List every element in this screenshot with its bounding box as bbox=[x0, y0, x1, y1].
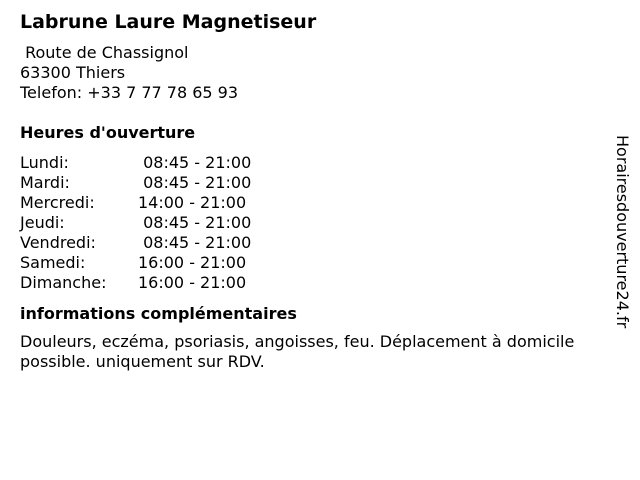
opening-hours-table bbox=[20, 153, 620, 293]
time-range: 16:00 - 21:00 bbox=[138, 273, 247, 292]
day-label: Lundi: bbox=[20, 153, 69, 172]
day-label: Samedi: bbox=[20, 253, 86, 272]
time-range: 14:00 - 21:00 bbox=[138, 193, 247, 212]
city-line: 63300 Thiers bbox=[20, 63, 126, 82]
business-card bbox=[20, 10, 620, 372]
additional-info-text: Douleurs, eczéma, psoriasis, angoisses, feu. Déplacement à domicile possible. uniquement sur RDV. bbox=[20, 332, 575, 371]
hours-row-sunday bbox=[20, 273, 620, 293]
additional-info-heading: informations complémentaires bbox=[20, 304, 297, 323]
street-address: Route de Chassignol bbox=[20, 43, 189, 62]
hours-row-saturday bbox=[20, 253, 620, 273]
day-label: Jeudi: bbox=[20, 213, 65, 232]
day-label: Mercredi: bbox=[20, 193, 95, 212]
hours-row-tuesday bbox=[20, 173, 620, 193]
hours-row-monday bbox=[20, 153, 620, 173]
phone-line: Telefon: +33 7 77 78 65 93 bbox=[20, 83, 239, 102]
address-block bbox=[20, 43, 620, 103]
hours-row-wednesday bbox=[20, 193, 620, 213]
time-range: 08:45 - 21:00 bbox=[138, 213, 252, 232]
business-name: Labrune Laure Magnetiseur bbox=[20, 11, 317, 33]
time-range: 16:00 - 21:00 bbox=[138, 253, 247, 272]
time-range: 08:45 - 21:00 bbox=[138, 173, 252, 192]
opening-hours-heading: Heures d'ouverture bbox=[20, 123, 196, 142]
day-label: Dimanche: bbox=[20, 273, 107, 292]
hours-row-thursday bbox=[20, 213, 620, 233]
hours-row-friday bbox=[20, 233, 620, 253]
time-range: 08:45 - 21:00 bbox=[138, 153, 252, 172]
day-label: Mardi: bbox=[20, 173, 70, 192]
site-watermark: Horairesdouverture24.fr bbox=[613, 135, 632, 329]
time-range: 08:45 - 21:00 bbox=[138, 233, 252, 252]
day-label: Vendredi: bbox=[20, 233, 96, 252]
